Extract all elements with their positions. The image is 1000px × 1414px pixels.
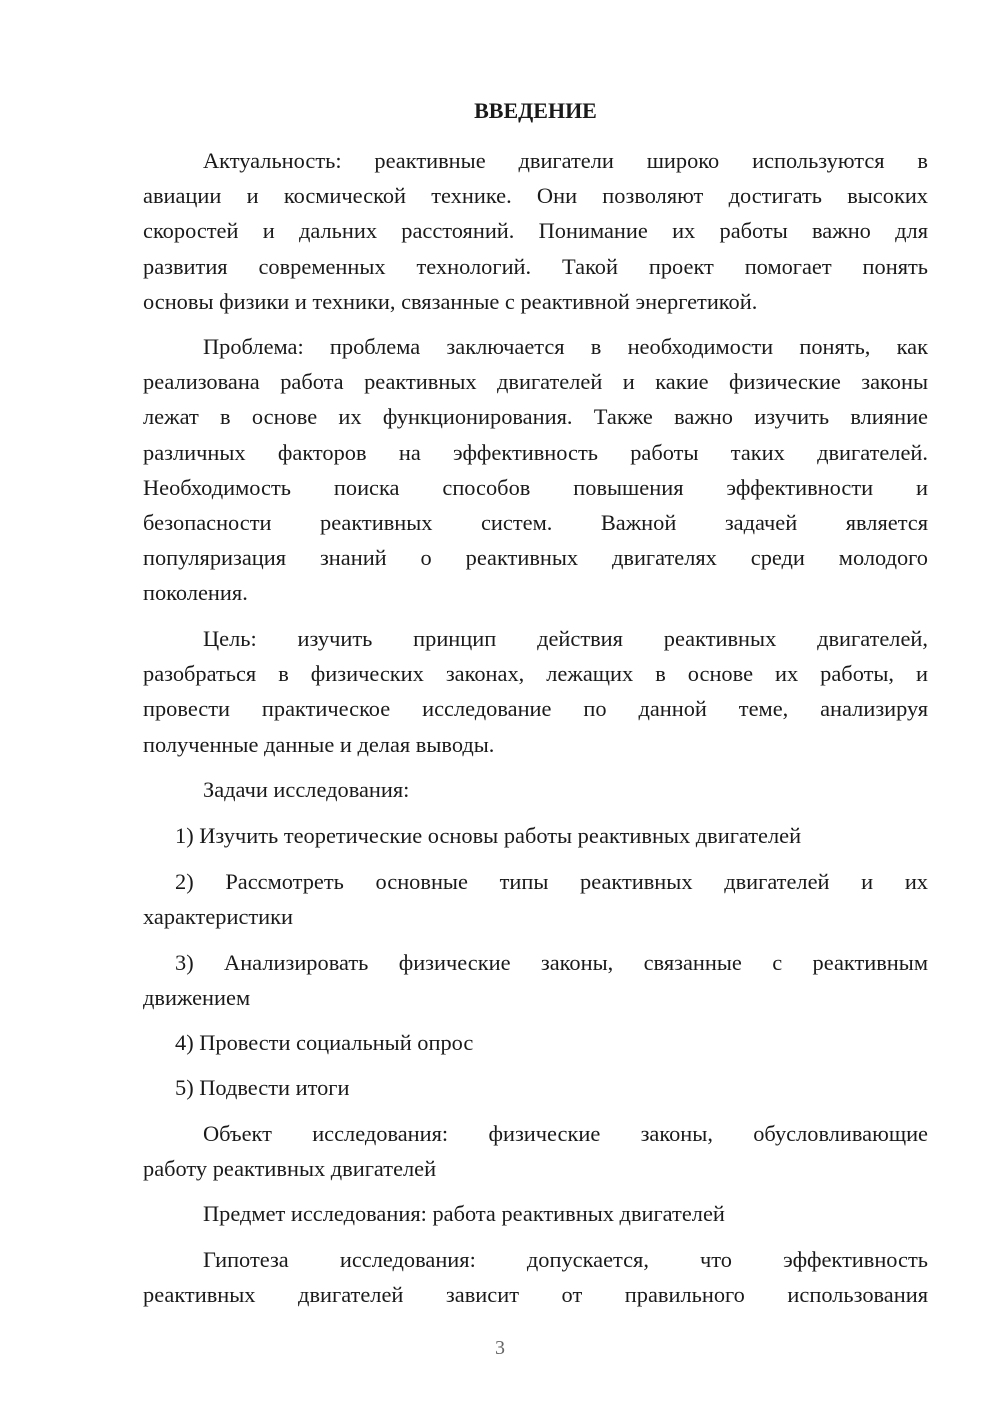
paragraph-goal <box>143 621 928 762</box>
text-line: Актуальность: реактивные двигатели широко используются в <box>203 148 928 173</box>
text-line: поколения. <box>143 580 248 606</box>
text-line: 1) Изучить теоретические основы работы реактивных двигателей <box>175 823 802 848</box>
paragraph-problem <box>143 329 928 611</box>
text-line: 4) Провести социальный опрос <box>175 1030 474 1055</box>
text-line: 5) Подвести итоги <box>175 1075 350 1100</box>
text-line: полученные данные и делая выводы. <box>143 731 495 757</box>
paragraph-hypothesis <box>143 1242 928 1312</box>
paragraph-relevance <box>143 143 928 319</box>
text-line: реализована работа реактивных двигателей и какие физические законы <box>143 369 928 395</box>
text-line: движением <box>143 985 251 1011</box>
text-line: безопасности реактивных систем. Важной задачей является <box>143 509 928 535</box>
page-number: 3 <box>495 1337 505 1359</box>
list-item-task-2 <box>143 864 928 934</box>
list-item-task-4 <box>143 1025 928 1060</box>
text-line: Объект исследования: физические законы, обусловливающие <box>203 1121 928 1146</box>
text-line: развития современных технологий. Такой проект помогает понять <box>143 253 928 279</box>
paragraph-object <box>143 1116 928 1186</box>
text-line: различных факторов на эффективность работы таких двигателей. <box>143 439 928 465</box>
text-line: работу реактивных двигателей <box>143 1156 437 1182</box>
text-line: Необходимость поиска способов повышения эффективности и <box>143 474 928 500</box>
paragraph-subject <box>143 1196 928 1231</box>
text-line: популяризация знаний о реактивных двигателях среди молодого <box>143 545 928 571</box>
text-line: Гипотеза исследования: допускается, что эффективность <box>203 1247 928 1272</box>
text-line: 3) Анализировать физические законы, связанные с реактивным <box>175 950 928 975</box>
text-line: лежат в основе их функционирования. Также важно изучить влияние <box>143 404 928 430</box>
text-line: Задачи исследования: <box>203 777 410 802</box>
text-line: скоростей и дальних расстояний. Понимание их работы важно для <box>143 218 928 244</box>
text-line: Цель: изучить принцип действия реактивных двигателей, <box>203 626 928 651</box>
text-line: 2) Рассмотреть основные типы реактивных двигателей и их <box>175 869 928 894</box>
text-line: Проблема: проблема заключается в необходимости понять, как <box>203 334 928 359</box>
text-line: разобраться в физических законах, лежащих в основе их работы, и <box>143 661 928 687</box>
list-item-task-5 <box>143 1070 928 1105</box>
text-line: основы физики и техники, связанные с реактивной энергетикой. <box>143 288 758 314</box>
section-title: ВВЕДЕНИЕ <box>474 98 597 123</box>
text-line: авиации и космической технике. Они позволяют достигать высоких <box>143 183 928 209</box>
text-line: провести практическое исследование по данной теме, анализируя <box>143 696 928 722</box>
list-item-task-3 <box>143 945 928 1015</box>
text-line: характеристики <box>143 904 294 930</box>
text-line: Предмет исследования: работа реактивных двигателей <box>203 1201 725 1226</box>
list-item-task-1 <box>143 818 928 853</box>
text-line: реактивных двигателей зависит от правильного использования <box>143 1282 928 1308</box>
paragraph-tasks-heading <box>143 772 928 807</box>
